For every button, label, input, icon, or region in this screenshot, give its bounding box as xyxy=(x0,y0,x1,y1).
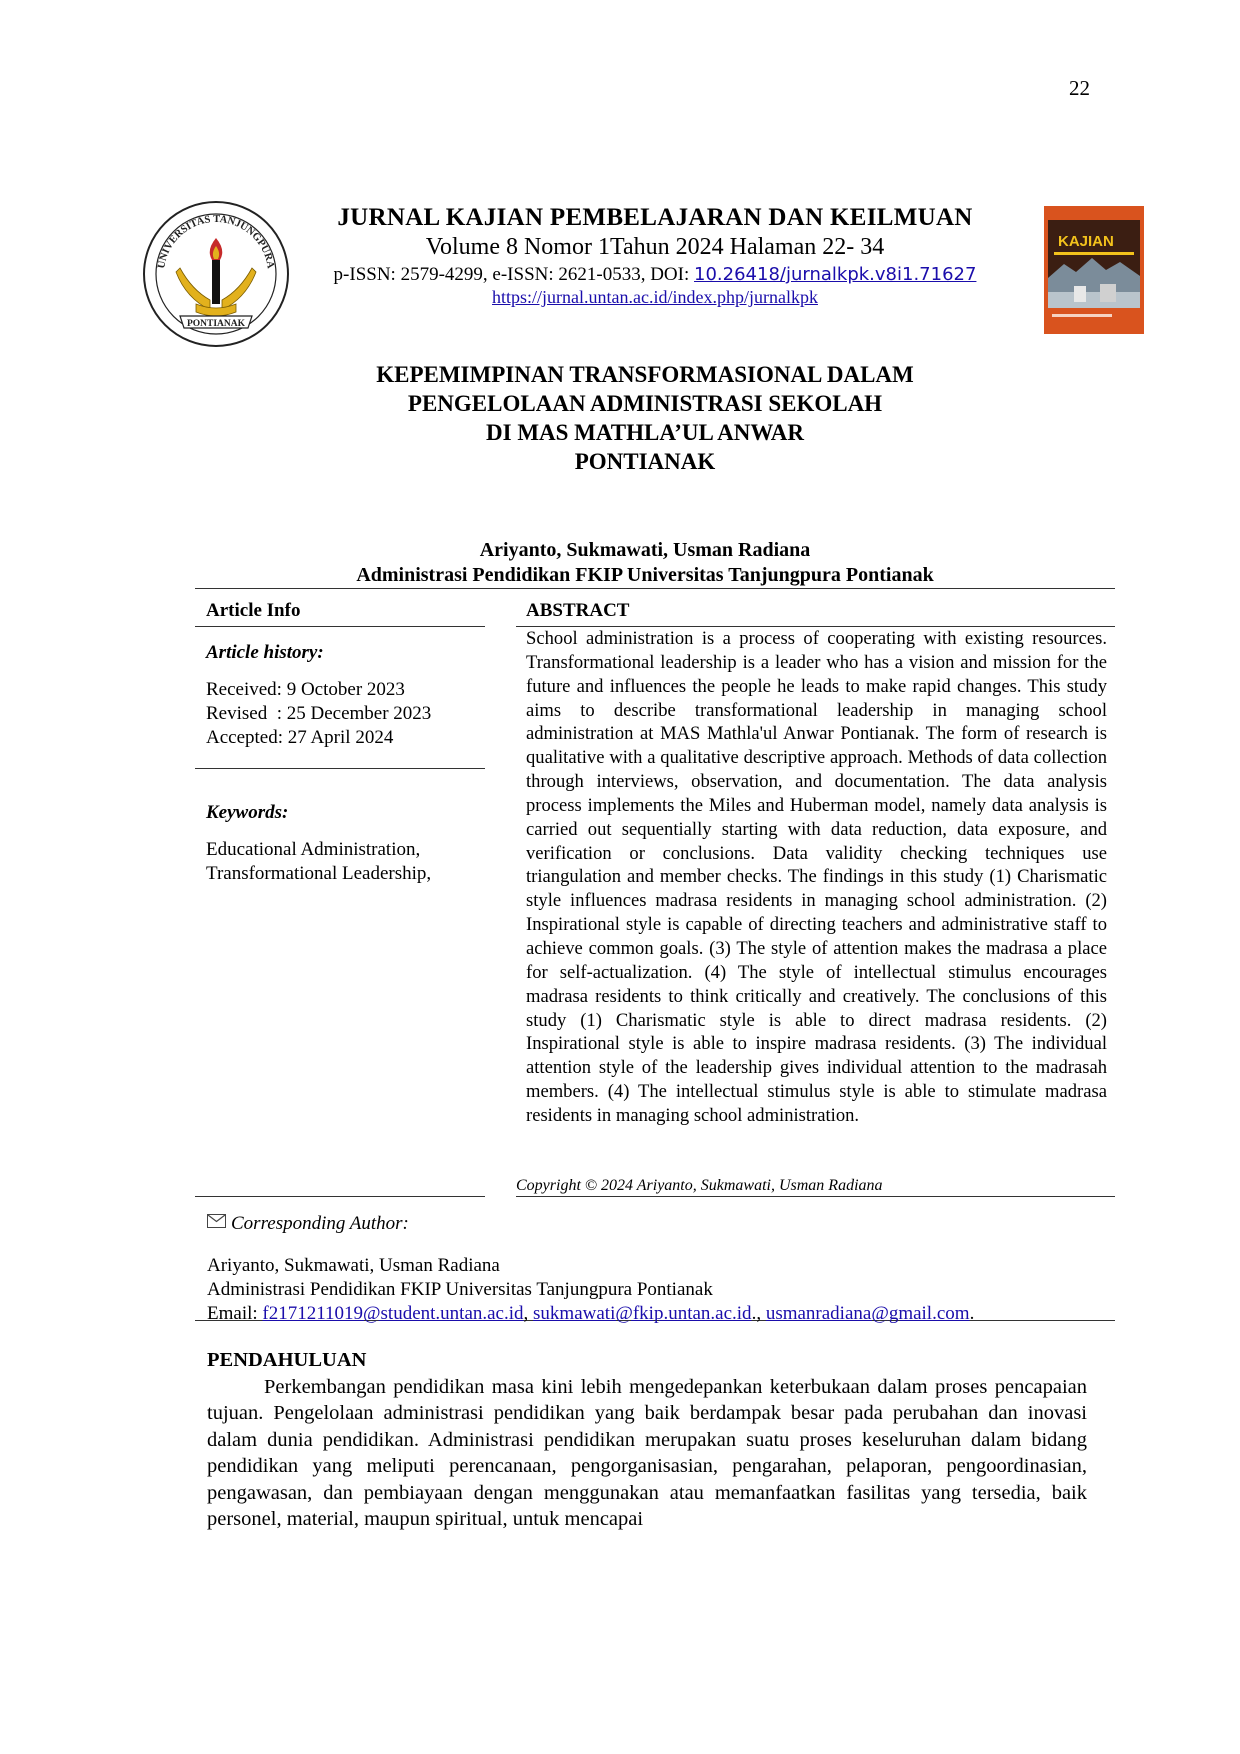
university-logo xyxy=(140,198,292,350)
introduction-text: Perkembangan pendidikan masa kini lebih mengedepankan keterbukaan dalam proses pencapaian tujuan. Pengelolaan administrasi pendidikan yang baik berdampak besar pada perubahan dan inovasi dalam dunia pendidikan. Administrasi pendidikan merupakan suatu proses keseluruhan dalam bidang pendidikan yang meliputi perencanaan, pengorganisasian, pengarahan, pelaporan, pengoordinasian, pengawasan, dan pembiayaan dengan menggunakan atau memanfaatkan fasilitas yang tersedia, baik personel, material, maupun spiritual, untuk mencapai xyxy=(207,1375,1087,1530)
corresponding-emails xyxy=(207,1302,1107,1326)
email-link-3[interactable]: usmanradiana@gmail.com xyxy=(765,1303,970,1324)
abstract-heading: ABSTRACT xyxy=(526,600,630,621)
keyword-item: Educational Administration, xyxy=(206,839,421,860)
email-end: . xyxy=(969,1303,975,1324)
journal-url-link[interactable]: https://jurnal.untan.ac.id/index.php/jurnalkpk xyxy=(492,287,818,307)
journal-volume: Volume 8 Nomor 1Tahun 2024 Halaman 22- 34 xyxy=(425,234,885,260)
author-affiliation: Administrasi Pendidikan FKIP Universitas Tanjungpura Pontianak xyxy=(356,564,934,586)
introduction-section xyxy=(207,1347,1087,1533)
issn-text: p-ISSN: 2579-4299, e-ISSN: 2621-0533, DOI: xyxy=(333,264,695,285)
journal-header xyxy=(290,204,1020,308)
received-date: Received: 9 October 2023 xyxy=(206,679,405,700)
doi-link[interactable]: 10.26418/jurnalkpk.v8i1.71627 xyxy=(694,264,977,285)
author-block xyxy=(200,538,1090,588)
corresponding-affiliation: Administrasi Pendidikan FKIP Universitas Tanjungpura Pontianak xyxy=(207,1279,713,1300)
divider-line xyxy=(195,588,1115,589)
envelope-icon xyxy=(207,1214,226,1228)
keywords-label: Keywords: xyxy=(206,802,289,823)
title-line: PONTIANAK xyxy=(574,449,716,474)
title-line: PENGELOLAAN ADMINISTRASI SEKOLAH xyxy=(407,391,883,416)
accepted-date: Accepted: 27 April 2024 xyxy=(206,727,394,748)
article-title xyxy=(200,360,1090,476)
email-label: Email: xyxy=(207,1303,263,1324)
keyword-item: Transformational Leadership, xyxy=(206,863,432,884)
email-link-2[interactable]: sukmawati@fkip.untan.ac.id xyxy=(533,1303,752,1324)
revised-date: Revised : 25 December 2023 xyxy=(206,703,432,724)
title-line: KEPEMIMPINAN TRANSFORMASIONAL DALAM xyxy=(376,362,914,387)
article-info xyxy=(206,600,486,886)
cover-title: KAJIAN xyxy=(1058,233,1114,250)
logo-text-bottom: PONTIANAK xyxy=(186,319,246,329)
article-info-heading: Article Info xyxy=(206,600,301,621)
abstract-text: School administration is a process of cooperating with existing resources. Transformational leadership is a leader who has a vision and mission for the future and influences the people he leads to make rapid changes. This study aims to describe transformational leadership in managing school administration at MAS Mathla'ul Anwar Pontianak. The form of research is qualitative with a qualitative descriptive approach. Methods of data collection through interviews, observation, and documentation. The data analysis process implements the Miles and Huberman model, namely data analysis is carried out sequentially starting with data reduction, data exposure, and verification or conclusions. Data validity checking techniques use triangulation and member checks. The findings in this study (1) Charismatic style influences madrasa residents in managing school administration. (2) Inspirational style is capable of directing teachers and administrative staff to achieve common goals. (3) The style of attention makes the madrasa a place for self-actualization. (4) The style of intellectual stimulus encourages madrasa residents to think critically and creatively. The conclusions of this study (1) Charismatic style is able to direct madrasa residents. (2) Inspirational style is able to inspire madrasa residents. (3) The individual attention style of the leadership gives individual attention to the madrasah members. (4) The intellectual stimulus style is able to stimulate madrasa residents in managing school administration. xyxy=(526,628,1107,1126)
email-link-1[interactable]: f2171211019@student.untan.ac.id xyxy=(262,1303,524,1324)
divider-line xyxy=(516,1196,1115,1197)
corresponding-author xyxy=(207,1212,1107,1326)
logo-text-top: UNIVERSITAS TANJUNGPURA xyxy=(156,213,276,270)
title-line: DI MAS MATHLA’UL ANWAR xyxy=(486,420,804,445)
introduction-heading: PENDAHULUAN xyxy=(207,1349,367,1371)
corresponding-label: Corresponding Author: xyxy=(231,1213,409,1234)
email-separator: ., xyxy=(751,1303,766,1324)
author-names: Ariyanto, Sukmawati, Usman Radiana xyxy=(479,539,811,561)
journal-issn xyxy=(290,264,1020,286)
copyright-notice: Copyright © 2024 Ariyanto, Sukmawati, Usman Radiana xyxy=(516,1177,883,1194)
corresponding-names: Ariyanto, Sukmawati, Usman Radiana xyxy=(207,1255,500,1276)
journal-cover-image xyxy=(1044,206,1144,334)
page-number: 22 xyxy=(1069,76,1090,100)
email-separator: , xyxy=(523,1303,534,1324)
divider-line xyxy=(195,1196,485,1197)
journal-name: JURNAL KAJIAN PEMBELAJARAN DAN KEILMUAN xyxy=(337,204,973,231)
article-history-label: Article history: xyxy=(206,642,324,663)
